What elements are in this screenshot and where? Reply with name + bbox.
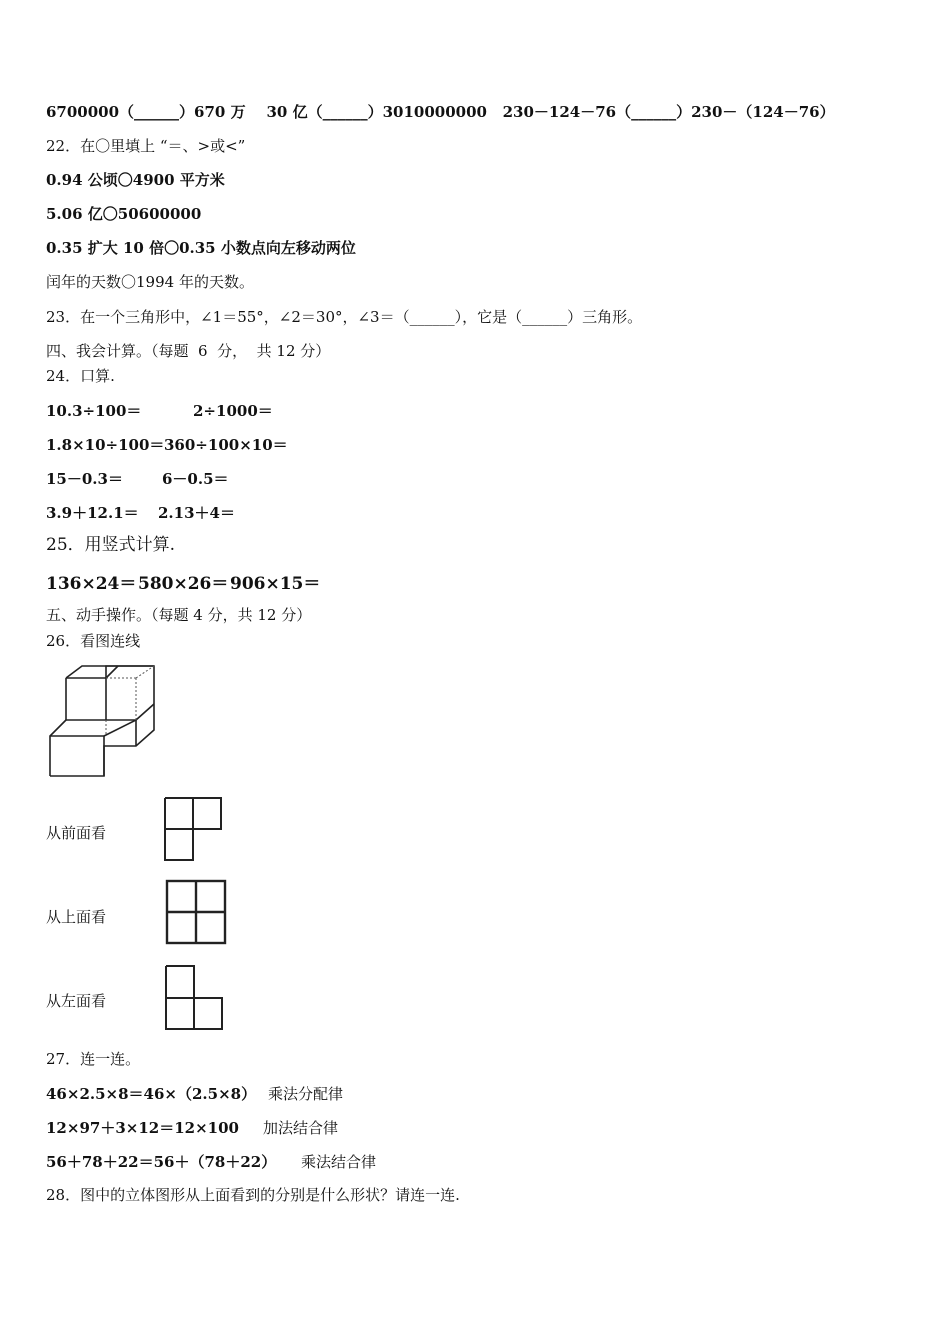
q27-title: 27．连一连。 [46, 1050, 141, 1068]
section-4-title: 四、我会计算。（每题 6 分， 共 12 分） [46, 342, 331, 360]
q23-text: 23．在一个三角形中，∠1＝55°，∠2＝30°，∠3＝（______），它是（______）三角形。 [46, 308, 643, 326]
view-label-top: 从上面看 [46, 908, 107, 926]
section-5-title: 五、动手操作。（每题 4 分，共 12 分） [46, 606, 312, 624]
match-right-1: 乘法分配律 [268, 1085, 344, 1103]
cube-stack-figure [46, 660, 158, 780]
oral-3b: 6－0.5＝ [162, 470, 229, 488]
view-label-left: 从左面看 [46, 992, 107, 1010]
oral-1a: 10.3÷100＝ [46, 402, 142, 420]
left-view-shape [165, 965, 225, 1031]
match-right-3: 乘法结合律 [301, 1153, 377, 1171]
oral-2b: 360÷100×10＝ [164, 436, 288, 454]
oral-4b: 2.13＋4＝ [158, 504, 235, 522]
oral-2a: 1.8×10÷100＝ [46, 436, 165, 454]
vertical-3: 906×15＝ [230, 574, 321, 594]
q22-title: 22．在〇里填上 “＝、>或<” [46, 137, 246, 155]
match-right-2: 加法结合律 [263, 1119, 339, 1137]
match-left-3: 56＋78＋22＝56＋（78＋22） [46, 1153, 277, 1171]
q21-compare-line: 6700000（______）670 万 30 亿（______）3010000000 230－124－76（______）230－（124－76） [46, 103, 835, 121]
q26-title: 26．看图连线 [46, 632, 141, 650]
vertical-2: 580×26＝ [138, 574, 229, 594]
oral-3a: 15－0.3＝ [46, 470, 123, 488]
q25-title: 25．用竖式计算. [46, 535, 176, 555]
q28-text: 28．图中的立体图形从上面看到的分别是什么形状？请连一连. [46, 1186, 460, 1204]
q22-item-3: 0.35 扩大 10 倍〇0.35 小数点向左移动两位 [46, 239, 356, 257]
match-left-2: 12×97＋3×12＝12×100 [46, 1119, 239, 1137]
match-left-1: 46×2.5×8＝46×（2.5×8） [46, 1085, 257, 1103]
oral-1b: 2÷1000＝ [193, 402, 273, 420]
vertical-1: 136×24＝ [46, 574, 137, 594]
q22-item-2: 5.06 亿〇50600000 [46, 205, 202, 223]
view-label-front: 从前面看 [46, 824, 107, 842]
oral-4a: 3.9＋12.1＝ [46, 504, 139, 522]
top-view-shape [166, 880, 228, 946]
q22-item-4: 闰年的天数〇1994 年的天数。 [46, 273, 254, 291]
q22-item-1: 0.94 公顷〇4900 平方米 [46, 171, 225, 189]
front-view-shape [164, 797, 224, 861]
q24-title: 24．口算. [46, 367, 115, 385]
